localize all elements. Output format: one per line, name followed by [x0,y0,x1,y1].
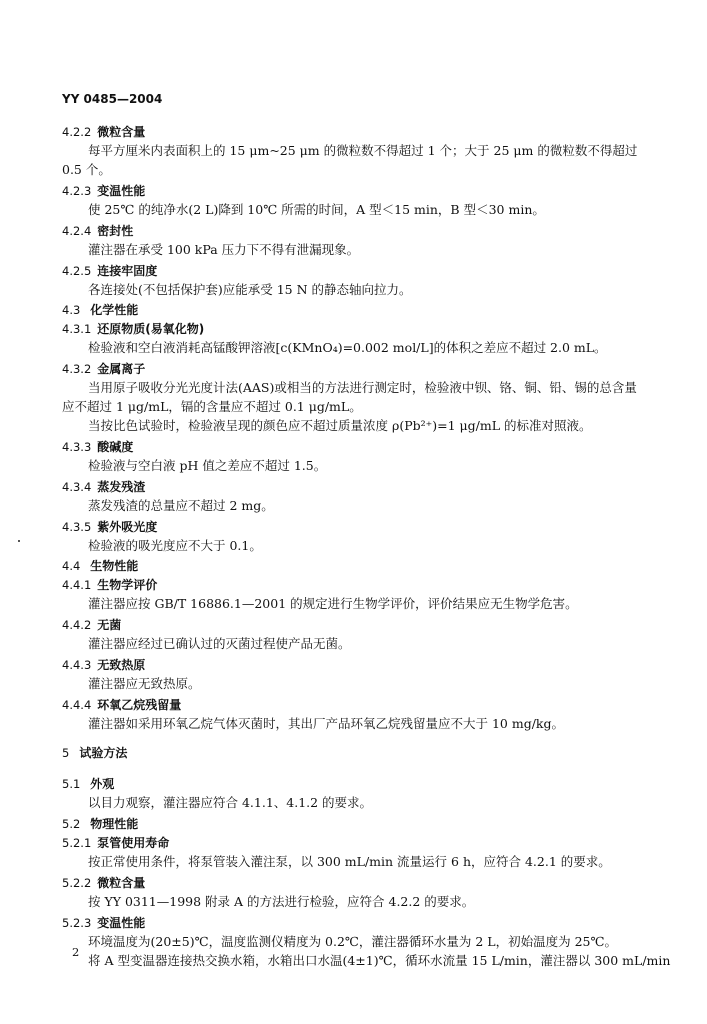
section-title: 外观 [90,777,115,791]
section-heading [62,915,145,931]
section-heading [62,479,145,495]
section-title: 生物性能 [90,559,139,573]
section-number: 4.3.2 [62,362,92,376]
body-text-line: 检验液的吸光度应不大于 0.1。 [88,538,262,553]
section-heading [62,745,127,761]
section-number: 4.2.3 [62,184,92,198]
section-heading [62,519,157,535]
section-number: 4.3.5 [62,520,92,534]
section-number: 4.4 [62,559,81,573]
section-number: 4.3.3 [62,440,92,454]
section-title: 物理性能 [90,817,139,831]
section-heading [62,617,121,633]
page-number: 2 [72,945,80,959]
section-heading [62,321,204,337]
section-number: 4.2.5 [62,264,92,278]
section-title: 变温性能 [97,916,146,930]
section-number: 4.4.3 [62,658,92,672]
section-title: 还原物质(易氧化物) [97,322,205,336]
section-heading [62,835,169,851]
section-heading [62,657,145,673]
section-title: 酸碱度 [97,440,134,454]
section-heading [62,776,114,792]
section-heading [62,263,157,279]
body-text-line: 灌注器应经过已确认过的灭菌过程使产品无菌。 [88,636,351,651]
section-number: 5.1 [62,777,81,791]
section-heading [62,302,138,318]
section-number: 5.2.1 [62,836,92,850]
section-title: 蒸发残渣 [97,480,146,494]
section-heading [62,697,181,713]
body-text-line: 当用原子吸收分光光度计法(AAS)或相当的方法进行测定时，检验液中钡、铬、铜、铅、锡的总含量 [88,380,637,395]
body-text-line: 以目力观察，灌注器应符合 4.1.1、4.1.2 的要求。 [88,795,373,810]
section-title: 泵管使用寿命 [97,836,170,850]
body-text-line: 将 A 型变温器连接热交换水箱，水箱出口水温(4±1)℃，循环水流量 15 L/min，灌注器以 300 mL/min [88,953,671,968]
section-number: 5.2 [62,817,81,831]
section-number: 4.2.2 [62,125,92,139]
section-title: 微粒含量 [97,876,146,890]
section-title: 无致热原 [97,658,146,672]
section-title: 微粒含量 [97,125,146,139]
body-text-line: 当按比色试验时，检验液呈现的颜色应不超过质量浓度 ρ(Pb²⁺)=1 μg/mL 的标准对照液。 [88,418,592,433]
section-number: 5 [62,746,70,760]
section-heading [62,577,157,593]
section-title: 连接牢固度 [97,264,158,278]
section-number: 5.2.3 [62,916,92,930]
section-number: 4.4.2 [62,618,92,632]
body-text-line: 使 25℃ 的纯净水(2 L)降到 10℃ 所需的时间，A 型＜15 min，B 型＜30 min。 [88,202,545,217]
body-text-line: 检验液与空白液 pH 值之差应不超过 1.5。 [88,458,327,473]
section-heading [62,875,145,891]
body-text-line: 环境温度为(20±5)℃，温度监测仪精度为 0.2℃，灌注器循环水量为 2 L，初始温度为 25℃。 [88,934,617,949]
section-title: 紫外吸光度 [97,520,158,534]
body-text-line: 应不超过 1 μg/mL，镉的含量应不超过 0.1 μg/mL。 [62,399,362,414]
section-heading [62,223,133,239]
body-text-line: 灌注器应无致热原。 [88,676,201,691]
section-heading [62,361,145,377]
section-title: 金属离子 [97,362,146,376]
body-text-line: 各连接处(不包括保护套)应能承受 15 N 的静态轴向拉力。 [88,282,412,297]
section-heading [62,439,133,455]
standard-header: YY 0485—2004 [62,92,163,106]
body-text-line: 每平方厘米内表面积上的 15 μm~25 μm 的微粒数不得超过 1 个；大于 25 μm 的微粒数不得超过 [88,143,638,158]
section-number: 4.3 [62,303,81,317]
section-title: 试验方法 [79,746,128,760]
section-number: 4.3.1 [62,322,92,336]
body-text-line: 蒸发残渣的总量应不超过 2 mg。 [88,498,274,513]
section-heading [62,816,138,832]
section-number: 4.3.4 [62,480,92,494]
section-title: 化学性能 [90,303,139,317]
section-number: 5.2.2 [62,876,92,890]
section-heading [62,183,145,199]
section-title: 变温性能 [97,184,146,198]
body-text-line: 灌注器如采用环氧乙烷气体灭菌时，其出厂产品环氧乙烷残留量应不大于 10 mg/kg。 [88,716,564,731]
section-title: 生物学评价 [97,578,158,592]
body-text-line: 按正常使用条件，将泵管装入灌注泵，以 300 mL/min 流量运行 6 h，应符合 4.2.1 的要求。 [88,854,611,869]
section-heading [62,124,145,140]
body-text-line: 按 YY 0311—1998 附录 A 的方法进行检验，应符合 4.2.2 的要求。 [88,894,475,909]
section-number: 4.2.4 [62,224,92,238]
body-text-line: 灌注器应按 GB/T 16886.1—2001 的规定进行生物学评价，评价结果应无生物学危害。 [88,596,578,611]
scan-speck [18,540,20,542]
section-number: 4.4.4 [62,698,92,712]
section-title: 环氧乙烷残留量 [97,698,182,712]
section-number: 4.4.1 [62,578,92,592]
body-text-line: 检验液和空白液消耗高锰酸钾溶液[c(KMnO₄)=0.002 mol/L]的体积之差应不超过 2.0 mL。 [88,340,607,355]
section-title: 密封性 [97,224,134,238]
body-text-line: 0.5 个。 [62,162,111,177]
body-text-line: 灌注器在承受 100 kPa 压力下不得有泄漏现象。 [88,242,360,257]
section-title: 无菌 [97,618,122,632]
section-heading [62,558,138,574]
